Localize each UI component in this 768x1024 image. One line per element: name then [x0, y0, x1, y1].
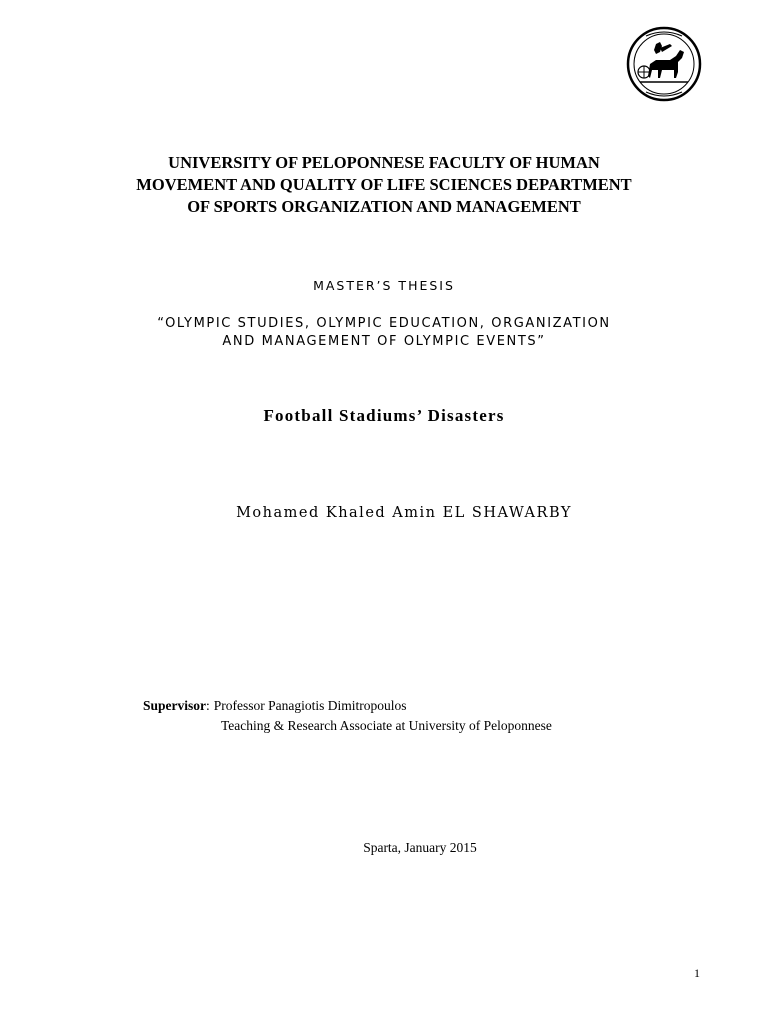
supervisor-position-row [143, 716, 552, 736]
institution-line: MOVEMENT AND QUALITY OF LIFE SCIENCES DEPARTMENT [136, 175, 632, 194]
thesis-type-label: MASTER’S THESIS [313, 278, 455, 293]
supervisor-label: Supervisor [143, 698, 207, 713]
program-line: AND MANAGEMENT OF OLYMPIC EVENTS” [222, 334, 546, 349]
institution-line: OF SPORTS ORGANIZATION AND MANAGEMENT [187, 197, 581, 216]
institution-line: UNIVERSITY OF PELOPONNESE FACULTY OF HUMAN [168, 153, 600, 172]
author-name: Mohamed Khaled Amin EL SHAWARBY [236, 505, 572, 521]
page-number: 1 [694, 966, 700, 980]
program-line: “OLYMPIC STUDIES, OLYMPIC EDUCATION, ORGANIZATION [157, 316, 611, 331]
supervisor-position: Teaching & Research Associate at University of Peloponnese [221, 718, 552, 733]
supervisor-row [143, 696, 552, 716]
program-name [60, 315, 708, 351]
supervisor-colon: : [206, 698, 210, 713]
supervisor-block [143, 696, 552, 736]
thesis-title: Football Stadiums’ Disasters [263, 406, 505, 425]
university-seal-icon [626, 26, 702, 102]
institution-heading [100, 152, 668, 218]
supervisor-name: Professor Panagiotis Dimitropoulos [213, 698, 407, 713]
place-and-date: Sparta, January 2015 [363, 840, 477, 855]
